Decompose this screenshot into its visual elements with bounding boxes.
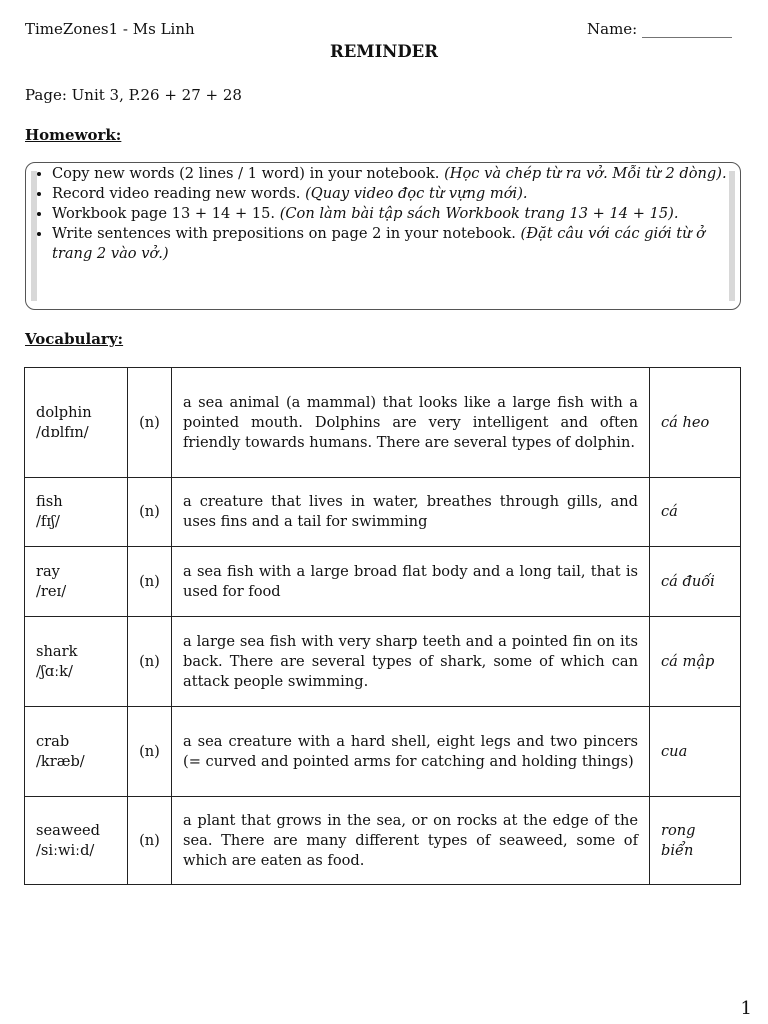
vocab-translation: cá [650, 478, 741, 547]
vocab-row [25, 368, 741, 478]
vocab-definition: a sea creature with a hard shell, eight legs and two pincers (= curved and pointed arms for catching and holding things) [172, 707, 650, 797]
homework-item-translation: (Con làm bài tập sách Workbook trang 13 + 14 + 15). [279, 205, 679, 222]
vocab-translation: cá heo [650, 368, 741, 478]
vocab-translation: cua [650, 707, 741, 797]
vocab-definition: a sea fish with a large broad flat body and a long tail, that is used for food [172, 547, 650, 617]
vocab-pos: (n) [128, 478, 172, 547]
vocab-row [25, 707, 741, 797]
vocab-word-cell [25, 478, 128, 547]
homework-item [52, 184, 732, 204]
vocab-ipa: /siːwiːd/ [36, 841, 95, 859]
vocab-pos: (n) [128, 707, 172, 797]
vocab-pos: (n) [128, 368, 172, 478]
vocabulary-table [24, 367, 741, 885]
vocab-definition: a large sea fish with very sharp teeth and a pointed fin on its back. There are several types of shark, some of which can attack people swimming. [172, 617, 650, 707]
homework-item-text: Record video reading new words. [52, 185, 301, 202]
vocab-definition: a plant that grows in the sea, or on rocks at the edge of the sea. There are many different types of seaweed, some of which are eaten as food. [172, 797, 650, 885]
vocab-ipa: /kræb/ [36, 752, 85, 770]
homework-list [26, 164, 740, 264]
homework-item-text: Copy new words (2 lines / 1 word) in your notebook. [52, 165, 440, 182]
vocab-word-cell [25, 797, 128, 885]
vocab-row [25, 797, 741, 885]
homework-item [52, 164, 732, 184]
homework-item-text: Workbook page 13 + 14 + 15. [52, 205, 276, 222]
vocab-word-cell [25, 707, 128, 797]
vocab-row [25, 478, 741, 547]
vocab-ipa: /reɪ/ [36, 582, 67, 600]
vocab-pos: (n) [128, 797, 172, 885]
vocab-word: shark [36, 642, 78, 660]
homework-box [25, 162, 741, 310]
vocab-translation: cá mập [650, 617, 741, 707]
page-title: REMINDER [330, 42, 438, 61]
page-reference: Page: Unit 3, P.26 + 27 + 28 [25, 86, 242, 104]
homework-item [52, 204, 732, 224]
vocab-row [25, 547, 741, 617]
vocab-word: seaweed [36, 821, 100, 839]
vocab-definition: a sea animal (a mammal) that looks like a large fish with a pointed mouth. Dolphins are very intelligent and often friendly towards humans. There are several types of dolphin. [172, 368, 650, 478]
vocab-translation: rong biển [650, 797, 741, 885]
vocab-ipa: /fɪʃ/ [36, 513, 60, 530]
homework-item-text: Write sentences with prepositions on page 2 in your notebook. [52, 225, 516, 242]
vocab-word: crab [36, 732, 70, 750]
vocabulary-heading: Vocabulary: [25, 330, 124, 348]
homework-item-translation: (Đặt câu với các giới từ ở trang 2 vào vở.) [52, 225, 705, 262]
vocab-word: fish [36, 493, 63, 510]
vocab-word-cell [25, 547, 128, 617]
page-number: 1 [740, 998, 752, 1019]
vocab-row [25, 617, 741, 707]
homework-item [52, 224, 732, 264]
homework-item-translation: (Học và chép từ ra vở. Mỗi từ 2 dòng). [444, 165, 727, 182]
vocab-word: ray [36, 562, 60, 580]
vocab-ipa: /dɒlfɪn/ [36, 423, 89, 441]
vocab-pos: (n) [128, 617, 172, 707]
vocab-ipa: /ʃɑːk/ [36, 662, 73, 680]
vocab-word-cell [25, 617, 128, 707]
vocab-word: dolphin [36, 403, 92, 421]
vocab-word-cell [25, 368, 128, 478]
header-left: TimeZones1 - Ms Linh [25, 20, 195, 38]
homework-heading: Homework: [25, 126, 122, 144]
homework-item-translation: (Quay video đọc từ vựng mới). [305, 185, 528, 202]
vocab-translation: cá đuối [650, 547, 741, 617]
vocab-pos: (n) [128, 547, 172, 617]
header-name-field: Name: ____________ [587, 20, 732, 38]
vocab-definition: a creature that lives in water, breathes through gills, and uses fins and a tail for swimming [172, 478, 650, 547]
